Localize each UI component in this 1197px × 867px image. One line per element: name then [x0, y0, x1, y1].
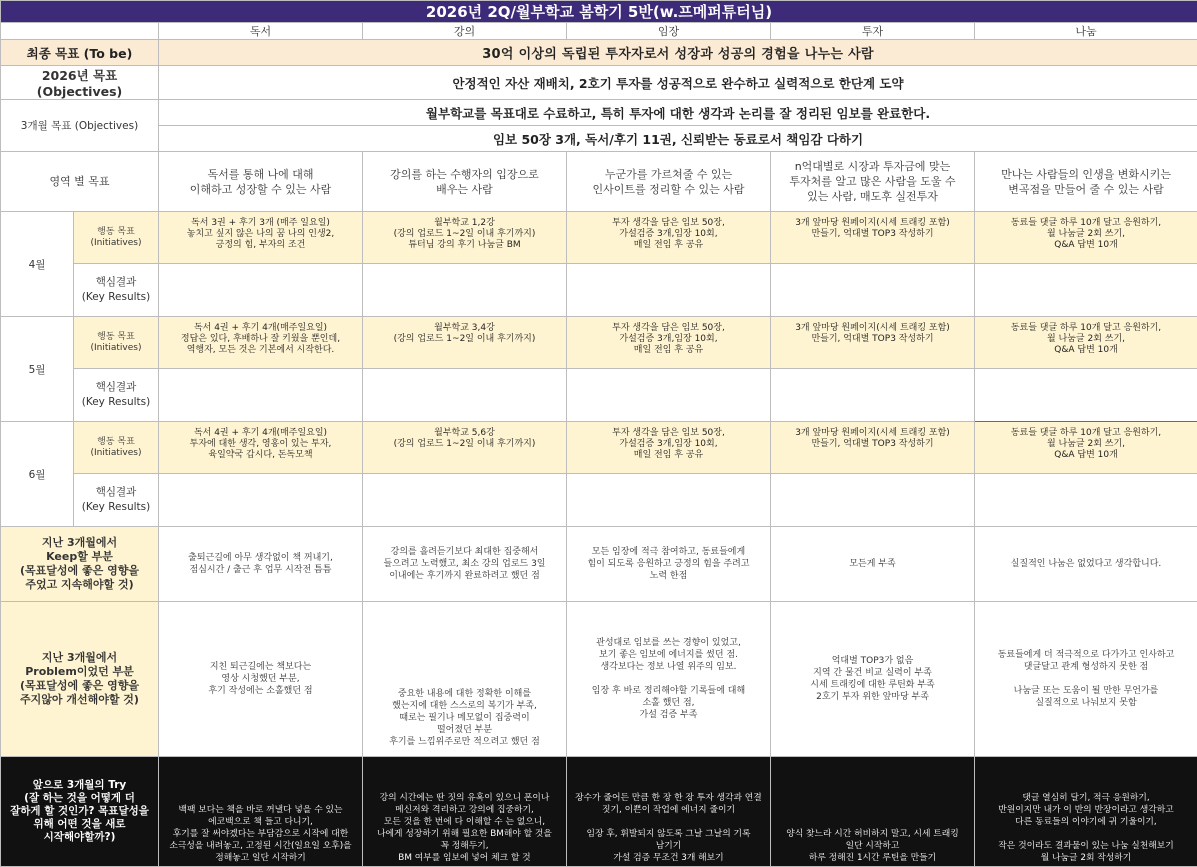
initiatives-label[interactable]: 행동 목표 (Initiatives)	[74, 422, 159, 474]
try-share[interactable]: 댓글 열심히 달기, 적극 응원하기, 반원이지만 내가 이 반의 반장이라고 생각하고 다른 동료들의 이야기에 귀 기울이기, 작은 것이라도 결과물이 있는 나눔 실천해보기 월 나눔글 2회 작성하기	[975, 757, 1197, 867]
col-header-invest[interactable]: 투자	[771, 23, 975, 40]
try-reading[interactable]: 백팩 보다는 책을 바로 꺼낼다 넣을 수 있는 에코백으로 책 들고 다니기, 후기를 잘 써야겠다는 부담감으로 시작에 대한 소극성을 내려놓고, 고정된 시간(일요일 오후)을 정해놓고 일단 시작하기	[159, 757, 363, 867]
area-goal-reading[interactable]: 독서를 통해 나에 대해 이해하고 성장할 수 있는 사람	[159, 152, 363, 212]
may-kr-lecture[interactable]	[363, 369, 567, 422]
april-initiative-invest[interactable]: 3개 앞마당 원페이지(시세 트래킹 포함) 만들기, 억대별 TOP3 작성하기	[771, 212, 975, 264]
june-kr-lecture[interactable]	[363, 474, 567, 527]
three-month-goal-line2[interactable]: 임보 50장 3개, 독서/후기 11권, 신뢰받는 동료로서 책임감 다하기	[159, 126, 1197, 152]
month-label-june[interactable]: 6월	[1, 422, 74, 527]
may-kr-share-selected[interactable]	[975, 369, 1197, 422]
area-goal-field[interactable]: 누군가를 가르쳐줄 수 있는 인사이트를 정리할 수 있는 사람	[567, 152, 771, 212]
june-initiative-share[interactable]: 동료들 댓글 하루 10개 달고 응원하기, 월 나눔글 2회 쓰기, Q&A 답변 10개	[975, 422, 1197, 474]
problem-share[interactable]: 동료들에게 더 적극적으로 다가가고 인사하고 댓글달고 관계 형성하지 못한 점 나눔글 또는 도움이 될 만한 무언가를 실질적으로 나눠보지 못함	[975, 602, 1197, 757]
sheet-title[interactable]: 2026년 2Q/월부학교 봄학기 5반(w.프메퍼튜터님)	[1, 1, 1197, 23]
april-initiative-field[interactable]: 투자 생각을 담은 임보 50장, 가설검증 3개,임장 10회, 매일 전임 후 공유	[567, 212, 771, 264]
april-kr-field[interactable]	[567, 264, 771, 317]
try-lecture[interactable]: 강의 시간에는 딴 짓의 유혹이 있으니 폰이나 메신저와 격리하고 강의에 집중하기, 모든 것을 한 번에 다 이해할 수 는 없으니, 나에게 성장하기 위해 필요한 BM해야 할 것을 꼭 정해두기, BM 여부를 임보에 넣어 체크 할 것	[363, 757, 567, 867]
month-label-april[interactable]: 4월	[1, 212, 74, 317]
april-initiative-share[interactable]: 동료들 댓글 하루 10개 달고 응원하기, 월 나눔글 2회 쓰기, Q&A 답변 10개	[975, 212, 1197, 264]
problem-label[interactable]: 지난 3개월에서 Problem이었던 부분 (목표달성에 좋은 영향을 주지않아 개선해야할 것)	[1, 602, 159, 757]
april-initiative-reading[interactable]: 독서 3권 + 후기 3개 (매주 일요일) 놓치고 싶지 않은 나의 꿈 나의 인생2, 긍정의 힘, 부자의 조건	[159, 212, 363, 264]
may-initiative-share[interactable]: 동료들 댓글 하루 10개 달고 응원하기, 월 나눔글 2회 쓰기, Q&A 답변 10개	[975, 317, 1197, 369]
area-goal-lecture[interactable]: 강의를 하는 수행자의 입장으로 배우는 사람	[363, 152, 567, 212]
may-kr-invest[interactable]	[771, 369, 975, 422]
try-label[interactable]: 앞으로 3개월의 Try (잘 하는 것을 어떻게 더 잘하게 할 것인가? 목표달성을 위해 어떤 것을 새로 시작해야할까?)	[1, 757, 159, 867]
initiatives-label[interactable]: 행동 목표 (Initiatives)	[74, 212, 159, 264]
final-goal-label[interactable]: 최종 목표 (To be)	[1, 40, 159, 66]
june-initiative-reading[interactable]: 독서 4권 + 후기 4개(매주일요일) 투자에 대한 생각, 영홍이 있는 투자, 육일약국 갑시다, 돈독모책	[159, 422, 363, 474]
keep-share[interactable]: 실질적인 나눔은 없었다고 생각합니다.	[975, 527, 1197, 602]
june-initiative-invest[interactable]: 3개 앞마당 원페이지(시세 트래킹 포함) 만들기, 억대별 TOP3 작성하기	[771, 422, 975, 474]
key-results-label[interactable]: 핵심결과 (Key Results)	[74, 474, 159, 527]
problem-field[interactable]: 관성대로 임보를 쓰는 경향이 있었고, 보기 좋은 임보에 에너지를 썼던 점. 생각보다는 정보 나열 위주의 임보. 임장 후 바로 정리해야할 기록들에 대해 소홀 했던 점, 가설 검증 부족	[567, 602, 771, 757]
problem-lecture[interactable]: 중요한 내용에 대한 정확한 이해를 했는지에 대한 스스로의 복기가 부족, 때로는 필기나 메모없이 집중력이 떨어졌던 부분 후기를 느낌위주로만 적으려고 했던 점	[363, 602, 567, 757]
keep-label[interactable]: 지난 3개월에서 Keep할 부분 (목표달성에 좋은 영향을 주었고 지속해야할 것)	[1, 527, 159, 602]
june-kr-reading[interactable]	[159, 474, 363, 527]
april-initiative-lecture[interactable]: 월부학교 1,2강 (강의 업로드 1~2일 이내 후기까지) 튜터님 강의 후기 나눔글 BM	[363, 212, 567, 264]
may-initiative-field[interactable]: 투자 생각을 담은 임보 50장, 가설검증 3개,임장 10회, 매일 전임 후 공유	[567, 317, 771, 369]
june-kr-share[interactable]	[975, 474, 1197, 527]
april-kr-reading[interactable]	[159, 264, 363, 317]
june-initiative-field[interactable]: 투자 생각을 담은 임보 50장, 가설검증 3개,임장 10회, 매일 전임 후 공유	[567, 422, 771, 474]
problem-invest[interactable]: 억대별 TOP3가 없음 지역 간 물건 비교 실력이 부족 시세 트래킹에 대한 루틴화 부족 2호기 투자 위한 앞마당 부족	[771, 602, 975, 757]
area-goals-label[interactable]: 영역 별 목표	[1, 152, 159, 212]
april-kr-invest[interactable]	[771, 264, 975, 317]
keep-reading[interactable]: 출퇴근길에 아무 생각없이 책 꺼내기, 점심시간 / 출근 후 업무 시작전 틈틈	[159, 527, 363, 602]
keep-lecture[interactable]: 강의를 흘려듣기보다 최대한 집중해서 들으려고 노력했고, 최소 강의 업로드 3일 이내에는 후기까지 완료하려고 했던 점	[363, 527, 567, 602]
final-goal-value[interactable]: 30억 이상의 독립된 투자자로서 성장과 성공의 경험을 나누는 사람	[159, 40, 1197, 66]
may-kr-field[interactable]	[567, 369, 771, 422]
may-initiative-reading[interactable]: 독서 4권 + 후기 4개(매주일요일) 정답은 있다, 후배하나 잘 키웠을 뿐인데, 역행자, 모든 것은 기본에서 시작한다.	[159, 317, 363, 369]
three-month-goal-label[interactable]: 3개월 목표 (Objectives)	[1, 100, 159, 152]
june-kr-field[interactable]	[567, 474, 771, 527]
blank-header[interactable]	[1, 23, 159, 40]
year-goal-label[interactable]: 2026년 목표 (Objectives)	[1, 66, 159, 100]
area-goal-invest[interactable]: n억대별로 시장과 투자금에 맞는 투자처를 알고 많은 사람을 도울 수 있는 사람, 매도후 실전투자	[771, 152, 975, 212]
three-month-goal-line1[interactable]: 월부학교를 목표대로 수료하고, 특히 투자에 대한 생각과 논리를 잘 정리된 임보를 완료한다.	[159, 100, 1197, 126]
problem-reading[interactable]: 지친 퇴근길에는 책보다는 영상 시청했던 부분, 후기 작성에는 소홀했던 점	[159, 602, 363, 757]
keep-field[interactable]: 모든 임장에 적극 참여하고, 동료들에게 힘이 되도록 응원하고 긍정의 힘을 주려고 노력 한점	[567, 527, 771, 602]
june-initiative-lecture[interactable]: 월부학교 5,6강 (강의 업로드 1~2일 이내 후기까지)	[363, 422, 567, 474]
year-goal-value[interactable]: 안정적인 자산 재배치, 2호기 투자를 성공적으로 완수하고 실력적으로 한단계 도약	[159, 66, 1197, 100]
try-invest[interactable]: 양식 찾느라 시간 허비하지 말고, 시세 트래킹 일단 시작하고 하루 정해진 1시간 루틴을 만들기	[771, 757, 975, 867]
june-kr-invest[interactable]	[771, 474, 975, 527]
key-results-label[interactable]: 핵심결과 (Key Results)	[74, 264, 159, 317]
keep-invest[interactable]: 모든게 부족	[771, 527, 975, 602]
col-header-share[interactable]: 나눔	[975, 23, 1197, 40]
col-header-reading[interactable]: 독서	[159, 23, 363, 40]
april-kr-lecture[interactable]	[363, 264, 567, 317]
month-label-may[interactable]: 5월	[1, 317, 74, 422]
key-results-label[interactable]: 핵심결과 (Key Results)	[74, 369, 159, 422]
area-goal-share[interactable]: 만나는 사람들의 인생을 변화시키는 변곡점을 만들어 줄 수 있는 사람	[975, 152, 1197, 212]
may-initiative-invest[interactable]: 3개 앞마당 원페이지(시세 트래킹 포함) 만들기, 억대별 TOP3 작성하기	[771, 317, 975, 369]
may-initiative-lecture[interactable]: 월부학교 3,4강 (강의 업로드 1~2일 이내 후기까지)	[363, 317, 567, 369]
col-header-lecture[interactable]: 강의	[363, 23, 567, 40]
initiatives-label[interactable]: 행동 목표 (Initiatives)	[74, 317, 159, 369]
april-kr-share[interactable]	[975, 264, 1197, 317]
col-header-field[interactable]: 임장	[567, 23, 771, 40]
may-kr-reading[interactable]	[159, 369, 363, 422]
try-field[interactable]: 장수가 줄어든 만큼 한 장 한 장 투자 생각과 연결 짓기, 이쁜이 작업에 에너지 줄이기 임장 후, 휘발되지 않도록 그날 그날의 기록 남기기 가설 검증 무조건 3개 해보기	[567, 757, 771, 867]
